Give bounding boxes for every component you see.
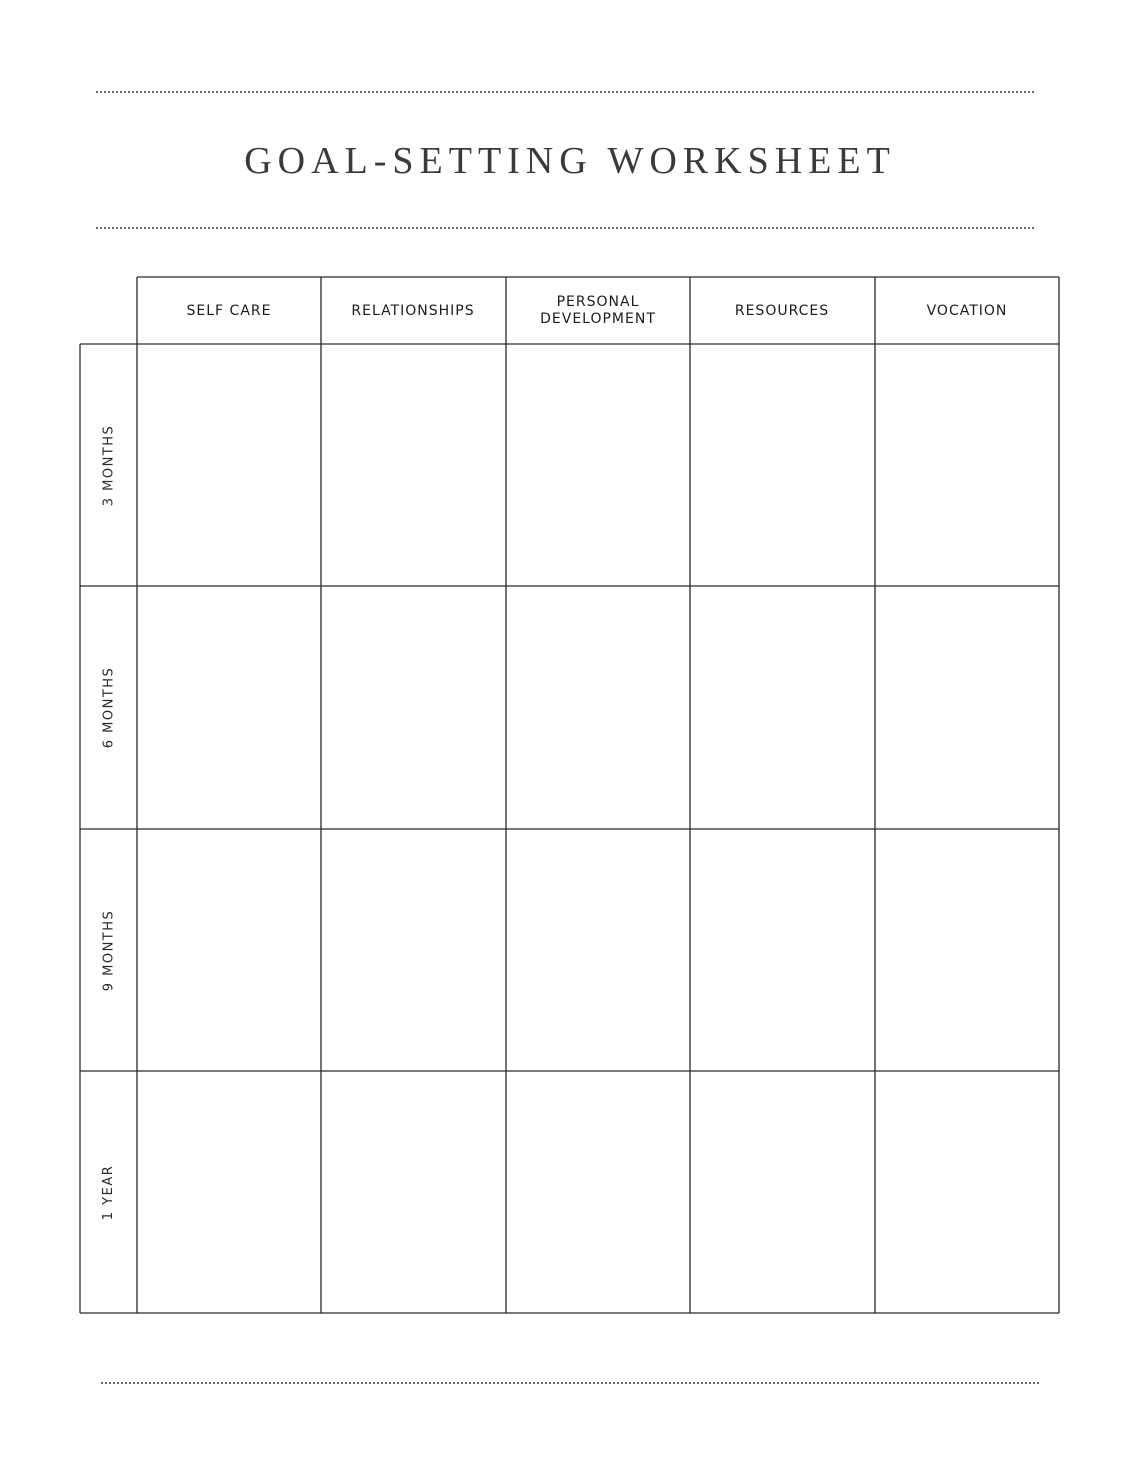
goal-cell[interactable] [137, 344, 321, 586]
goal-cell[interactable] [506, 344, 690, 586]
goal-cell[interactable] [875, 586, 1059, 828]
goal-cell[interactable] [506, 586, 690, 828]
goal-cell[interactable] [321, 829, 505, 1071]
row-label: 9 MONTHS [101, 909, 117, 991]
goal-cell[interactable] [137, 1071, 321, 1313]
goal-cell[interactable] [690, 1071, 874, 1313]
goal-cell[interactable] [690, 344, 874, 586]
column-header-relationships: RELATIONSHIPS [351, 302, 475, 319]
goal-cell[interactable] [875, 344, 1059, 586]
bottom-dotted-divider [101, 1382, 1039, 1384]
goal-cell[interactable] [506, 829, 690, 1071]
goal-cell[interactable] [137, 829, 321, 1071]
row-header-1-year [80, 1071, 137, 1313]
goal-cell[interactable] [137, 586, 321, 828]
column-header-resources: RESOURCES [734, 302, 830, 319]
goal-cell[interactable] [321, 344, 505, 586]
row-label: 3 MONTHS [101, 424, 117, 506]
goal-cell[interactable] [875, 829, 1059, 1071]
row-header-9-months [80, 829, 137, 1071]
column-header-personal-development: PERSONAL DEVELOPMENT [540, 294, 656, 327]
column-header-self-care: SELF CARE [186, 302, 272, 319]
goal-cell[interactable] [321, 586, 505, 828]
goal-cell[interactable] [875, 1071, 1059, 1313]
goal-cell[interactable] [321, 1071, 505, 1313]
goal-cell[interactable] [506, 1071, 690, 1313]
row-header-6-months [80, 586, 137, 828]
goal-cell[interactable] [690, 829, 874, 1071]
goal-cell[interactable] [690, 586, 874, 828]
row-header-3-months [80, 344, 137, 586]
page-title: GOAL-SETTING WORKSHEET [244, 140, 896, 182]
column-header-vocation: VOCATION [926, 302, 1008, 319]
row-label: 1 YEAR [100, 1164, 116, 1220]
row-label: 6 MONTHS [101, 666, 117, 748]
